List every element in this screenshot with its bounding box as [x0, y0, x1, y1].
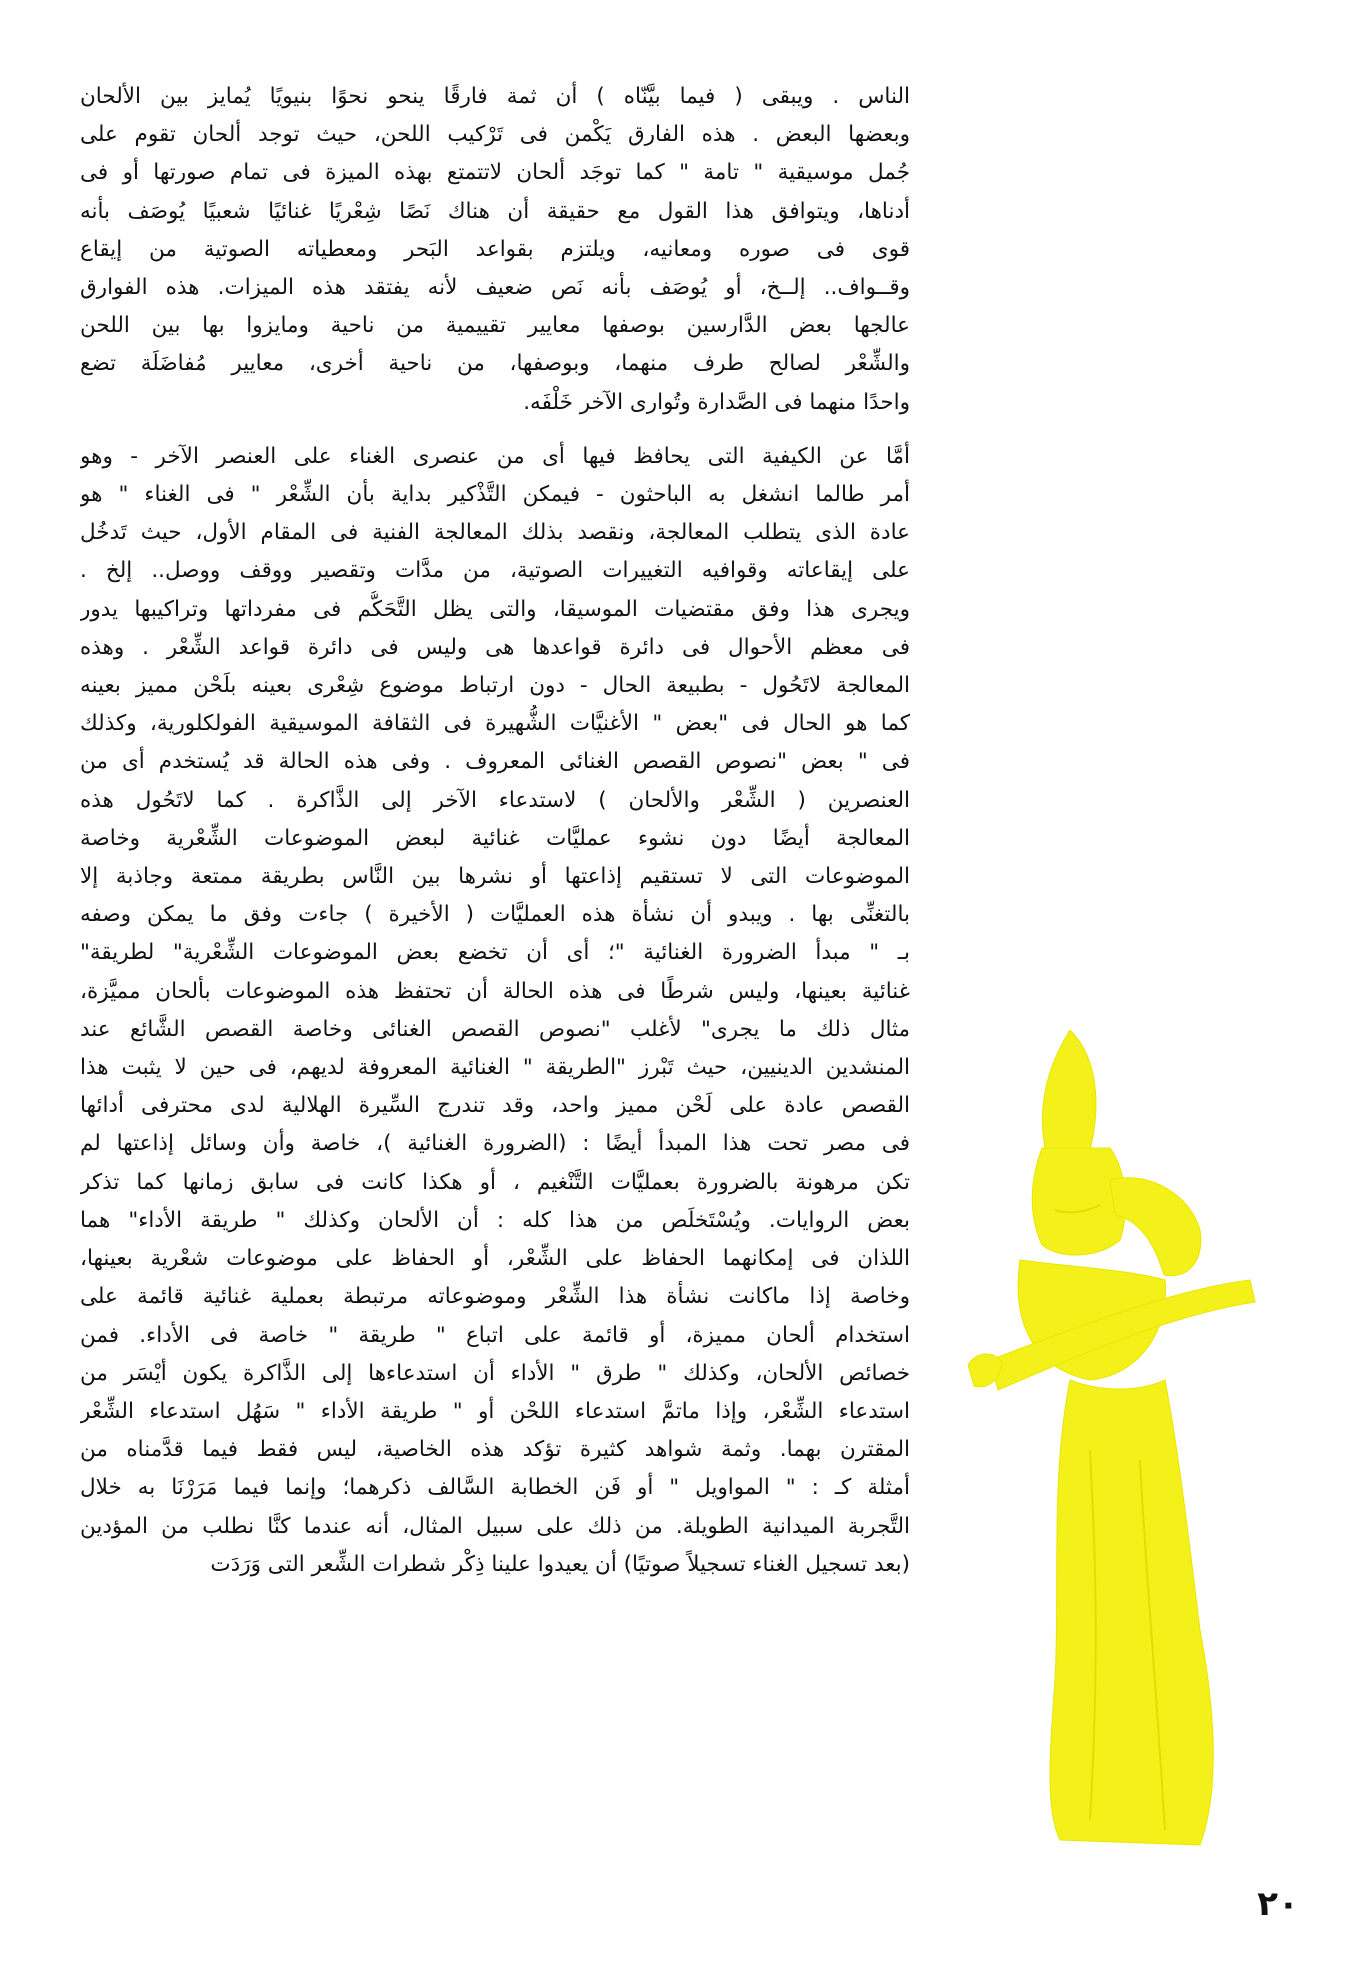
flute-player-illustration-icon [950, 1030, 1270, 1850]
paragraph [80, 78, 910, 422]
text-line: اللذان فى إمكانهما الحفاظ على الشِّعْر، أو الحفاظ على موضوعات شعْرية بعينها، [80, 1246, 910, 1272]
text-line: وخاصة إذا ماكانت نشأة هذا الشِّعْر وموضوعاته مرتبطة بعملية غنائية قائمة على [80, 1284, 910, 1310]
text-line: أمَّا عن الكيفية التى يحافظ فيها أى من عنصرى الغناء على العنصر الآخر - وهو [80, 443, 910, 469]
body-text-column [80, 78, 910, 1584]
text-line: القصص عادة على لَحْن مميز واحد، وقد تندرج السِّيرة الهلالية لدى محترفى أدائها [80, 1093, 910, 1119]
page-number: ٢٠ [1257, 1884, 1299, 1924]
text-line: كما هو الحال فى "بعض " الأغنيَّات الشُّهيرة فى الثقافة الموسيقية الفولكلورية، وكذلك [80, 711, 910, 737]
text-line: قوى فى صوره ومعانيه، ويلتزم بقواعد البَحر ومعطياته الصوتية من إيقاع [80, 236, 910, 262]
text-line: غنائية بعينها، وليس شرطًا فى هذه الحالة أن تحتفظ هذه الموضوعات بألحان مميَّزة، [80, 978, 910, 1004]
text-line: المنشدين الدينيين، حيث تَبْرز "الطريقة " الغنائية المعروفة لديهم، فى حين لا يثبت هذا [80, 1055, 910, 1081]
text-line: بعض الروايات. ويُسْتَخلَص من هذا كله : أن الألحان وكذلك " طريقة الأداء" هما [80, 1207, 910, 1233]
text-line: أدناها، ويتوافق هذا القول مع حقيقة أن هناك نَصًا شِعْريًا غنائيًا شعبيًا يُوصَف بأنه [80, 198, 910, 224]
text-line: استدعاء الشِّعْر، وإذا ماتمَّ استدعاء اللحْن أو " طريقة الأداء " سَهُل استدعاء الشِّعْر [80, 1398, 910, 1424]
text-line: تكن مرهونة بالضرورة بعمليَّات التَّنْغيم ، أو هكذا كانت فى سابق زمانها كما تذكر [80, 1169, 910, 1195]
text-line: وقــواف.. إلــخ، أو يُوصَف بأنه نَص ضعيف لأنه يفتقد هذه الميزات. هذه الفوارق [80, 275, 910, 301]
text-line: أمر طالما انشغل به الباحثون - فيمكن التَّذْكير بداية بأن الشِّعْر " فى الغناء " هو [80, 482, 910, 508]
text-line: واحدًا منهما فى الصَّدارة وتُوارى الآخر خَلْفَه. [523, 389, 910, 415]
text-line: أمثلة كـ : " المواويل " أو فَن الخطابة السَّالف ذكرهما؛ وإنما فيما مَرَرْنَا به خلال [80, 1475, 910, 1501]
text-line: على إيقاعاته وقوافيه التغييرات الصوتية، من مدَّات وتقصير ووقف ووصل.. إلخ . [80, 558, 910, 584]
text-line: العنصرين ( الشِّعْر والألحان ) لاستدعاء الآخر إلى الذَّاكرة . كما لاتَحُول هذه [80, 787, 910, 813]
text-line: فى مصر تحت هذا المبدأ أيضًا : (الضرورة الغنائية )، خاصة وأن وسائل إذاعتها لم [80, 1131, 910, 1157]
text-line: عالجها بعض الدَّارسين بوصفها معايير تقييمية من ناحية ومايزوا بها بين اللحن [80, 313, 910, 339]
text-line: خصائص الألحان، وكذلك " طرق " الأداء أن استدعاءها إلى الذَّاكرة يكون أيْسَر من [80, 1360, 910, 1386]
text-line: الناس . ويبقى ( فيما بيَّنّاه ) أن ثمة فارقًا ينحو نحوًا بنيويًا يُمايز بين الألحان [80, 84, 910, 109]
text-line: المعالجة أيضًا دون نشوء عمليَّات غنائية لبعض الموضوعات الشِّعْرية وخاصة [80, 825, 910, 851]
text-line: مثال ذلك ما يجرى" لأغلب "نصوص القصص الغنائى وخاصة القصص الشَّائع عند [80, 1016, 910, 1042]
text-line: عادة الذى يتطلب المعالجة، ونقصد بذلك المعالجة الفنية فى المقام الأول، حيث تَدخُل [80, 520, 910, 546]
text-line: فى " بعض "نصوص القصص الغنائى المعروف . وفى هذه الحالة قد يُستخدم أى من [80, 749, 910, 775]
text-line: المعالجة لاتَحُول - بطبيعة الحال - دون ارتباط موضوع شِعْرى بعينه بلَحْن مميز بعينه [80, 673, 910, 699]
text-line: وبعضها البعض . هذه الفارق يَكْمن فى تَرْكيب اللحن، حيث توجد ألحان تقوم على [80, 122, 910, 148]
paragraph [80, 438, 910, 1584]
text-line: فى معظم الأحوال فى دائرة قواعدها هى وليس فى دائرة قواعد الشِّعْر . وهذه [80, 634, 910, 660]
text-line: والشِّعْر لصالح طرف منهما، وبوصفها، من ناحية أخرى، معايير مُفاضَلَة تضع [80, 351, 910, 377]
text-line: ويجرى هذا وفق مقتضيات الموسيقا، والتى يظل التَّحَكُّم فى مفرداتها وتراكيبها يدور [80, 596, 910, 622]
text-line: بـ " مبدأ الضرورة الغنائية "؛ أى أن تخضع بعض الموضوعات الشِّعْرية" لطريقة" [80, 940, 910, 966]
text-line: (بعد تسجيل الغناء تسجيلاً صوتيًا) أن يعيدوا علينا ذِكْر شطرات الشِّعر التى وَرَدَت [210, 1551, 910, 1577]
text-line: المقترن بهما. وثمة شواهد كثيرة تؤكد هذه الخاصية، ليس فقط فيما قدَّمناه من [80, 1437, 910, 1463]
text-line: التَّجربة الميدانية الطويلة. من ذلك على سبيل المثال، أنه عندما كنَّا نطلب من المؤدين [80, 1513, 910, 1539]
text-line: استخدام ألحان مميزة، أو قائمة على اتباع " طريقة " خاصة فى الأداء. فمن [80, 1322, 910, 1348]
text-line: بالتغنِّى بها . ويبدو أن نشأة هذه العمليَّات ( الأخيرة ) جاءت وفق ما يمكن وصفه [80, 902, 910, 928]
text-line: الموضوعات التى لا تستقيم إذاعتها أو نشرها بين النَّاس بطريقة ممتعة وجاذبة إلا [80, 864, 910, 890]
text-line: جُمل موسيقية " تامة " كما توجَد ألحان لاتتمتع بهذه الميزة فى تمام صورتها أو فى [80, 160, 910, 186]
